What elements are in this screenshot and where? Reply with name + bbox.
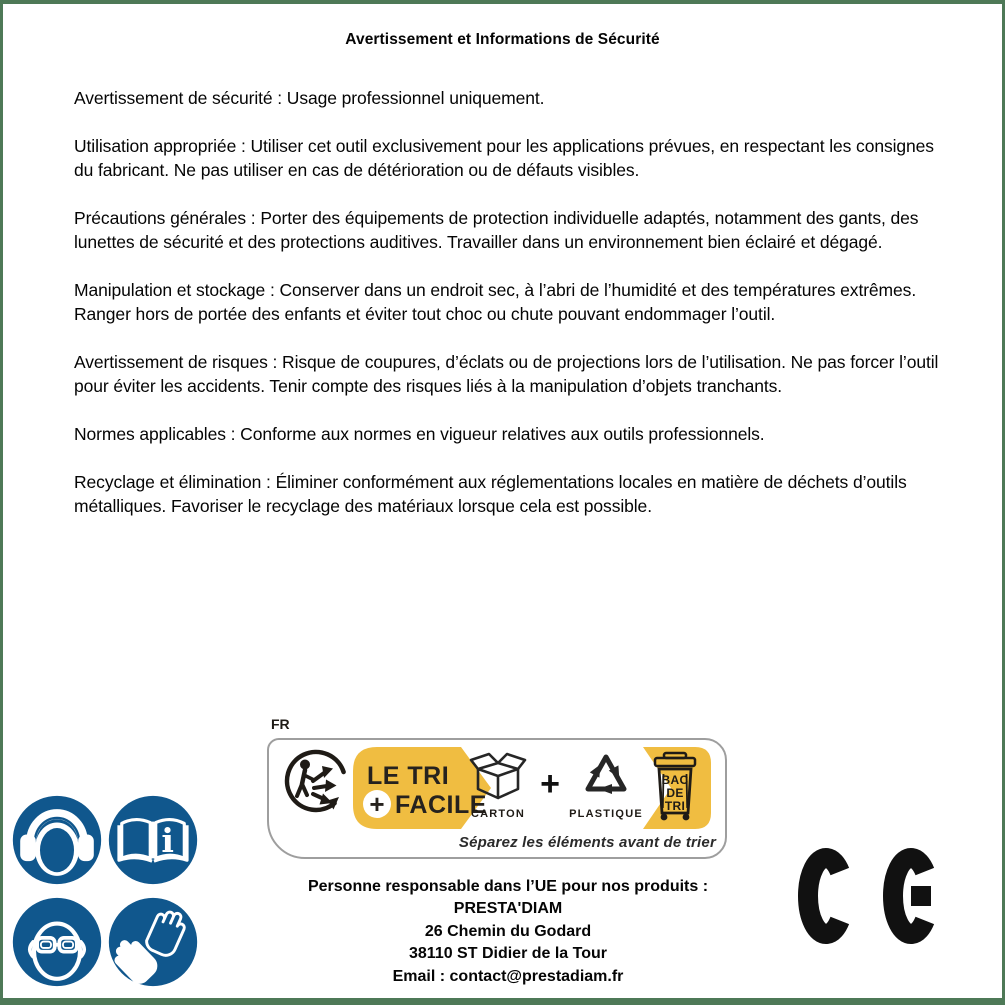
paragraph-avertissement-securite: Avertissement de sécurité : Usage professionnel uniquement. (74, 88, 545, 108)
paragraph-precautions-generales: Précautions générales : Porter des équipements de protection individuelle adaptés, notamment des gants, des lunettes de sécurité et des protections auditives. Travailler dans un environnement bien éclairé et dégagé. (74, 208, 919, 252)
bin-label-line3: TRI (664, 799, 686, 813)
paragraph-manipulation-stockage: Manipulation et stockage : Conserver dans un endroit sec, à l’abri de l’humidité et des températures extrêmes. Ranger hors de portée des enfants et éviter tout choc ou chute pouvant endommager l’outil. (74, 280, 917, 324)
wear-protective-gloves-icon (107, 896, 199, 988)
address-city: 38110 ST Didier de la Tour (409, 945, 607, 963)
responsible-intro: Personne responsable dans l’UE pour nos produits : (307, 878, 709, 895)
material-carton-label: CARTON (470, 808, 526, 820)
paragraph-recyclage-elimination: Recyclage et élimination : Éliminer conformément aux réglementations locales en matière de déchets d’outils métalliques. Favoriser le recyclage des matériaux lorsque cela est possible. (74, 472, 907, 516)
paragraph-avertissement-risques: Avertissement de risques : Risque de coupures, d’éclats ou de projections lors de l’utilisation. Ne pas forcer l’outil pour éviter les accidents. Tenir compte des risques liés à la manipulation d’objets tranchants. (74, 352, 939, 396)
tri-headline-top: LE TRI (367, 762, 450, 790)
svg-text:i: i (161, 820, 175, 860)
ce-mark-icon (798, 846, 938, 951)
wear-eye-protection-icon (11, 896, 103, 988)
plastique-recycling-icon (588, 757, 624, 794)
paragraph-utilisation-appropriee: Utilisation appropriée : Utiliser cet outil exclusivement pour les applications prévues, en respectant les consignes du fabricant. Ne pas utiliser en cas de détérioration ou de défauts visibles. (74, 136, 934, 180)
company-name: PRESTA'DIAM (453, 900, 563, 918)
materials-plus-sign: + (540, 765, 560, 803)
sorting-instruction: Séparez les éléments avant de trier (458, 834, 716, 851)
triman-icon (283, 748, 349, 814)
contact-email: Email : contact@prestadiam.fr (392, 967, 624, 985)
tri-facile-band (353, 747, 713, 829)
bin-label-line2: DE (666, 786, 684, 800)
country-code-label: FR (271, 716, 290, 732)
bin-label-line1: BAC (661, 773, 689, 787)
safety-text-block (74, 86, 956, 542)
tri-headline-bottom: FACILE (395, 791, 487, 819)
recycling-info-label (267, 738, 727, 859)
eu-responsible-block (238, 870, 778, 988)
paragraph-normes-applicables: Normes applicables : Conforme aux normes en vigueur relatives aux outils professionnels. (74, 424, 765, 444)
page-title: Avertissement et Informations de Sécurité (345, 31, 660, 48)
plus-icon: + (369, 789, 385, 819)
address-street: 26 Chemin du Godard (424, 922, 592, 940)
material-plastique-label: PLASTIQUE (569, 808, 643, 820)
wear-ear-protection-icon (11, 794, 103, 886)
mandatory-pictograms (11, 794, 199, 988)
read-instruction-manual-icon (107, 794, 199, 886)
